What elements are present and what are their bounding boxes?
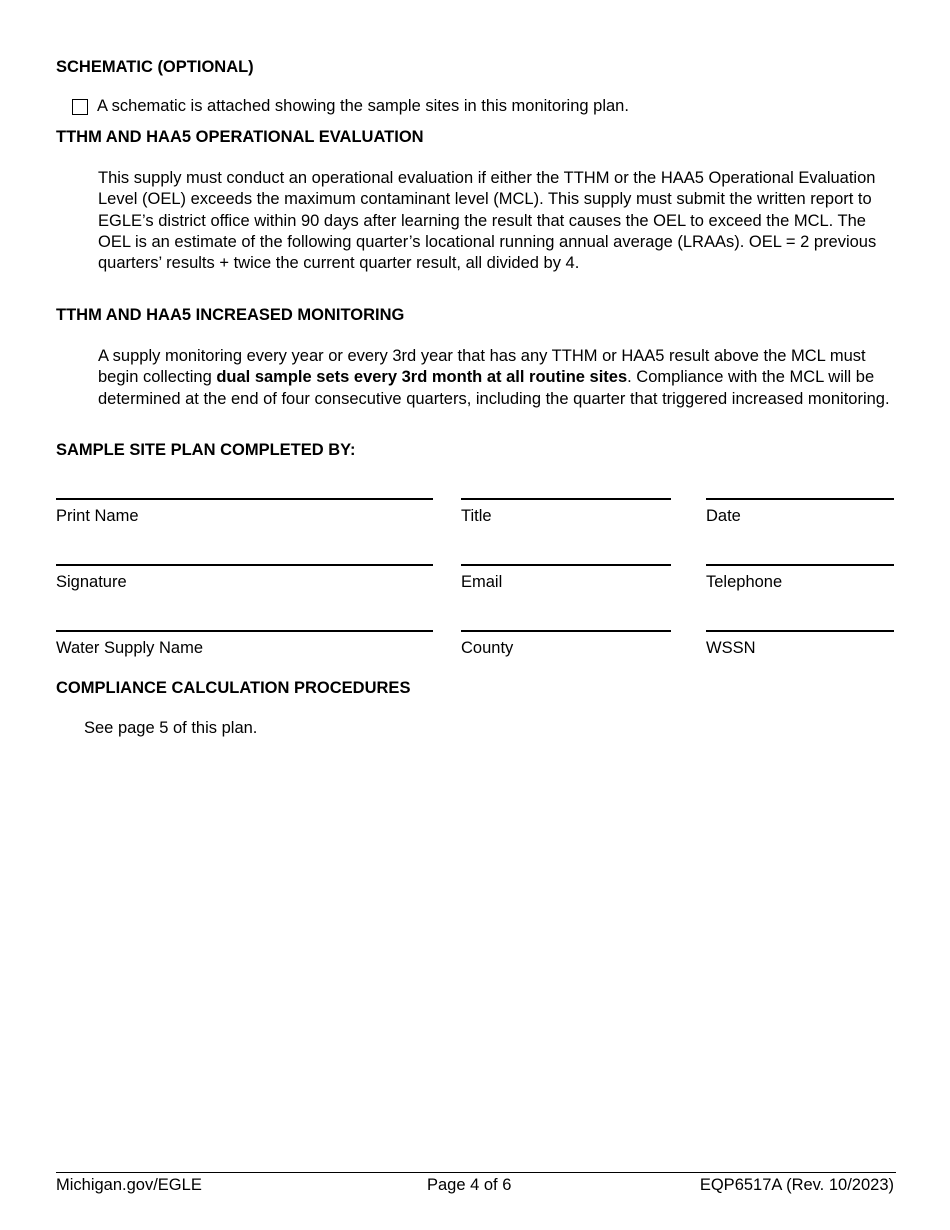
increased-monitoring-body-text-2: . Compliance with the MCL will be determined at the end of four consecutive quarters, including the quarter that triggered increased monitoring. (98, 368, 890, 408)
increased-monitoring-body-text-1: A supply monitoring every year or every 3rd year that has any TTHM or HAA5 result above the MCL must begin collecting (98, 347, 866, 387)
operational-evaluation-heading: TTHM AND HAA5 OPERATIONAL EVALUATION (56, 128, 424, 146)
compliance-heading: COMPLIANCE CALCULATION PROCEDURES (56, 679, 411, 697)
footer-page-number: Page 4 of 6 (427, 1176, 512, 1194)
print-name-label: Print Name (56, 507, 139, 525)
footer-website: Michigan.gov/EGLE (56, 1176, 202, 1194)
title-label: Title (461, 507, 492, 525)
wssn-label: WSSN (706, 639, 756, 657)
email-label: Email (461, 573, 503, 591)
signature-label: Signature (56, 573, 127, 591)
footer-form-number: EQP6517A (Rev. 10/2023) (699, 1176, 894, 1194)
completed-by-heading: SAMPLE SITE PLAN COMPLETED BY: (56, 441, 356, 459)
email-line[interactable] (461, 564, 671, 566)
compliance-body: See page 5 of this plan. (84, 719, 258, 737)
signature-line[interactable] (56, 564, 433, 566)
increased-monitoring-heading: TTHM AND HAA5 INCREASED MONITORING (56, 306, 405, 324)
date-line[interactable] (706, 498, 894, 500)
county-label: County (461, 639, 514, 657)
schematic-heading: SCHEMATIC (OPTIONAL) (56, 58, 254, 76)
county-line[interactable] (461, 630, 671, 632)
title-line[interactable] (461, 498, 671, 500)
wssn-line[interactable] (706, 630, 894, 632)
schematic-checkbox-row[interactable] (72, 97, 629, 116)
print-name-line[interactable] (56, 498, 433, 500)
telephone-label: Telephone (706, 573, 783, 591)
footer-rule (56, 1172, 896, 1173)
increased-monitoring-emphasis: dual sample sets every 3rd month at all routine sites (216, 368, 628, 387)
water-supply-name-line[interactable] (56, 630, 433, 632)
water-supply-name-label: Water Supply Name (56, 639, 204, 657)
schematic-attached-checkbox[interactable] (72, 99, 88, 115)
increased-monitoring-body (98, 346, 898, 410)
schematic-checkbox-label: A schematic is attached showing the sample sites in this monitoring plan. (97, 97, 629, 115)
operational-evaluation-body: This supply must conduct an operational evaluation if either the TTHM or the HAA5 Operational Evaluation Level (OEL) exceeds the maximum contaminant level (MCL). This supply must submit the written report to EGLE’s district office within 90 days after learning the result that causes the OEL to exceed the MCL. The OEL is an estimate of the following quarter’s locational running annual average (LRAAs). OEL = 2 previous quarters’ results + twice the current quarter result, all divided by 4. (98, 169, 877, 273)
date-label: Date (706, 507, 741, 525)
telephone-line[interactable] (706, 564, 894, 566)
